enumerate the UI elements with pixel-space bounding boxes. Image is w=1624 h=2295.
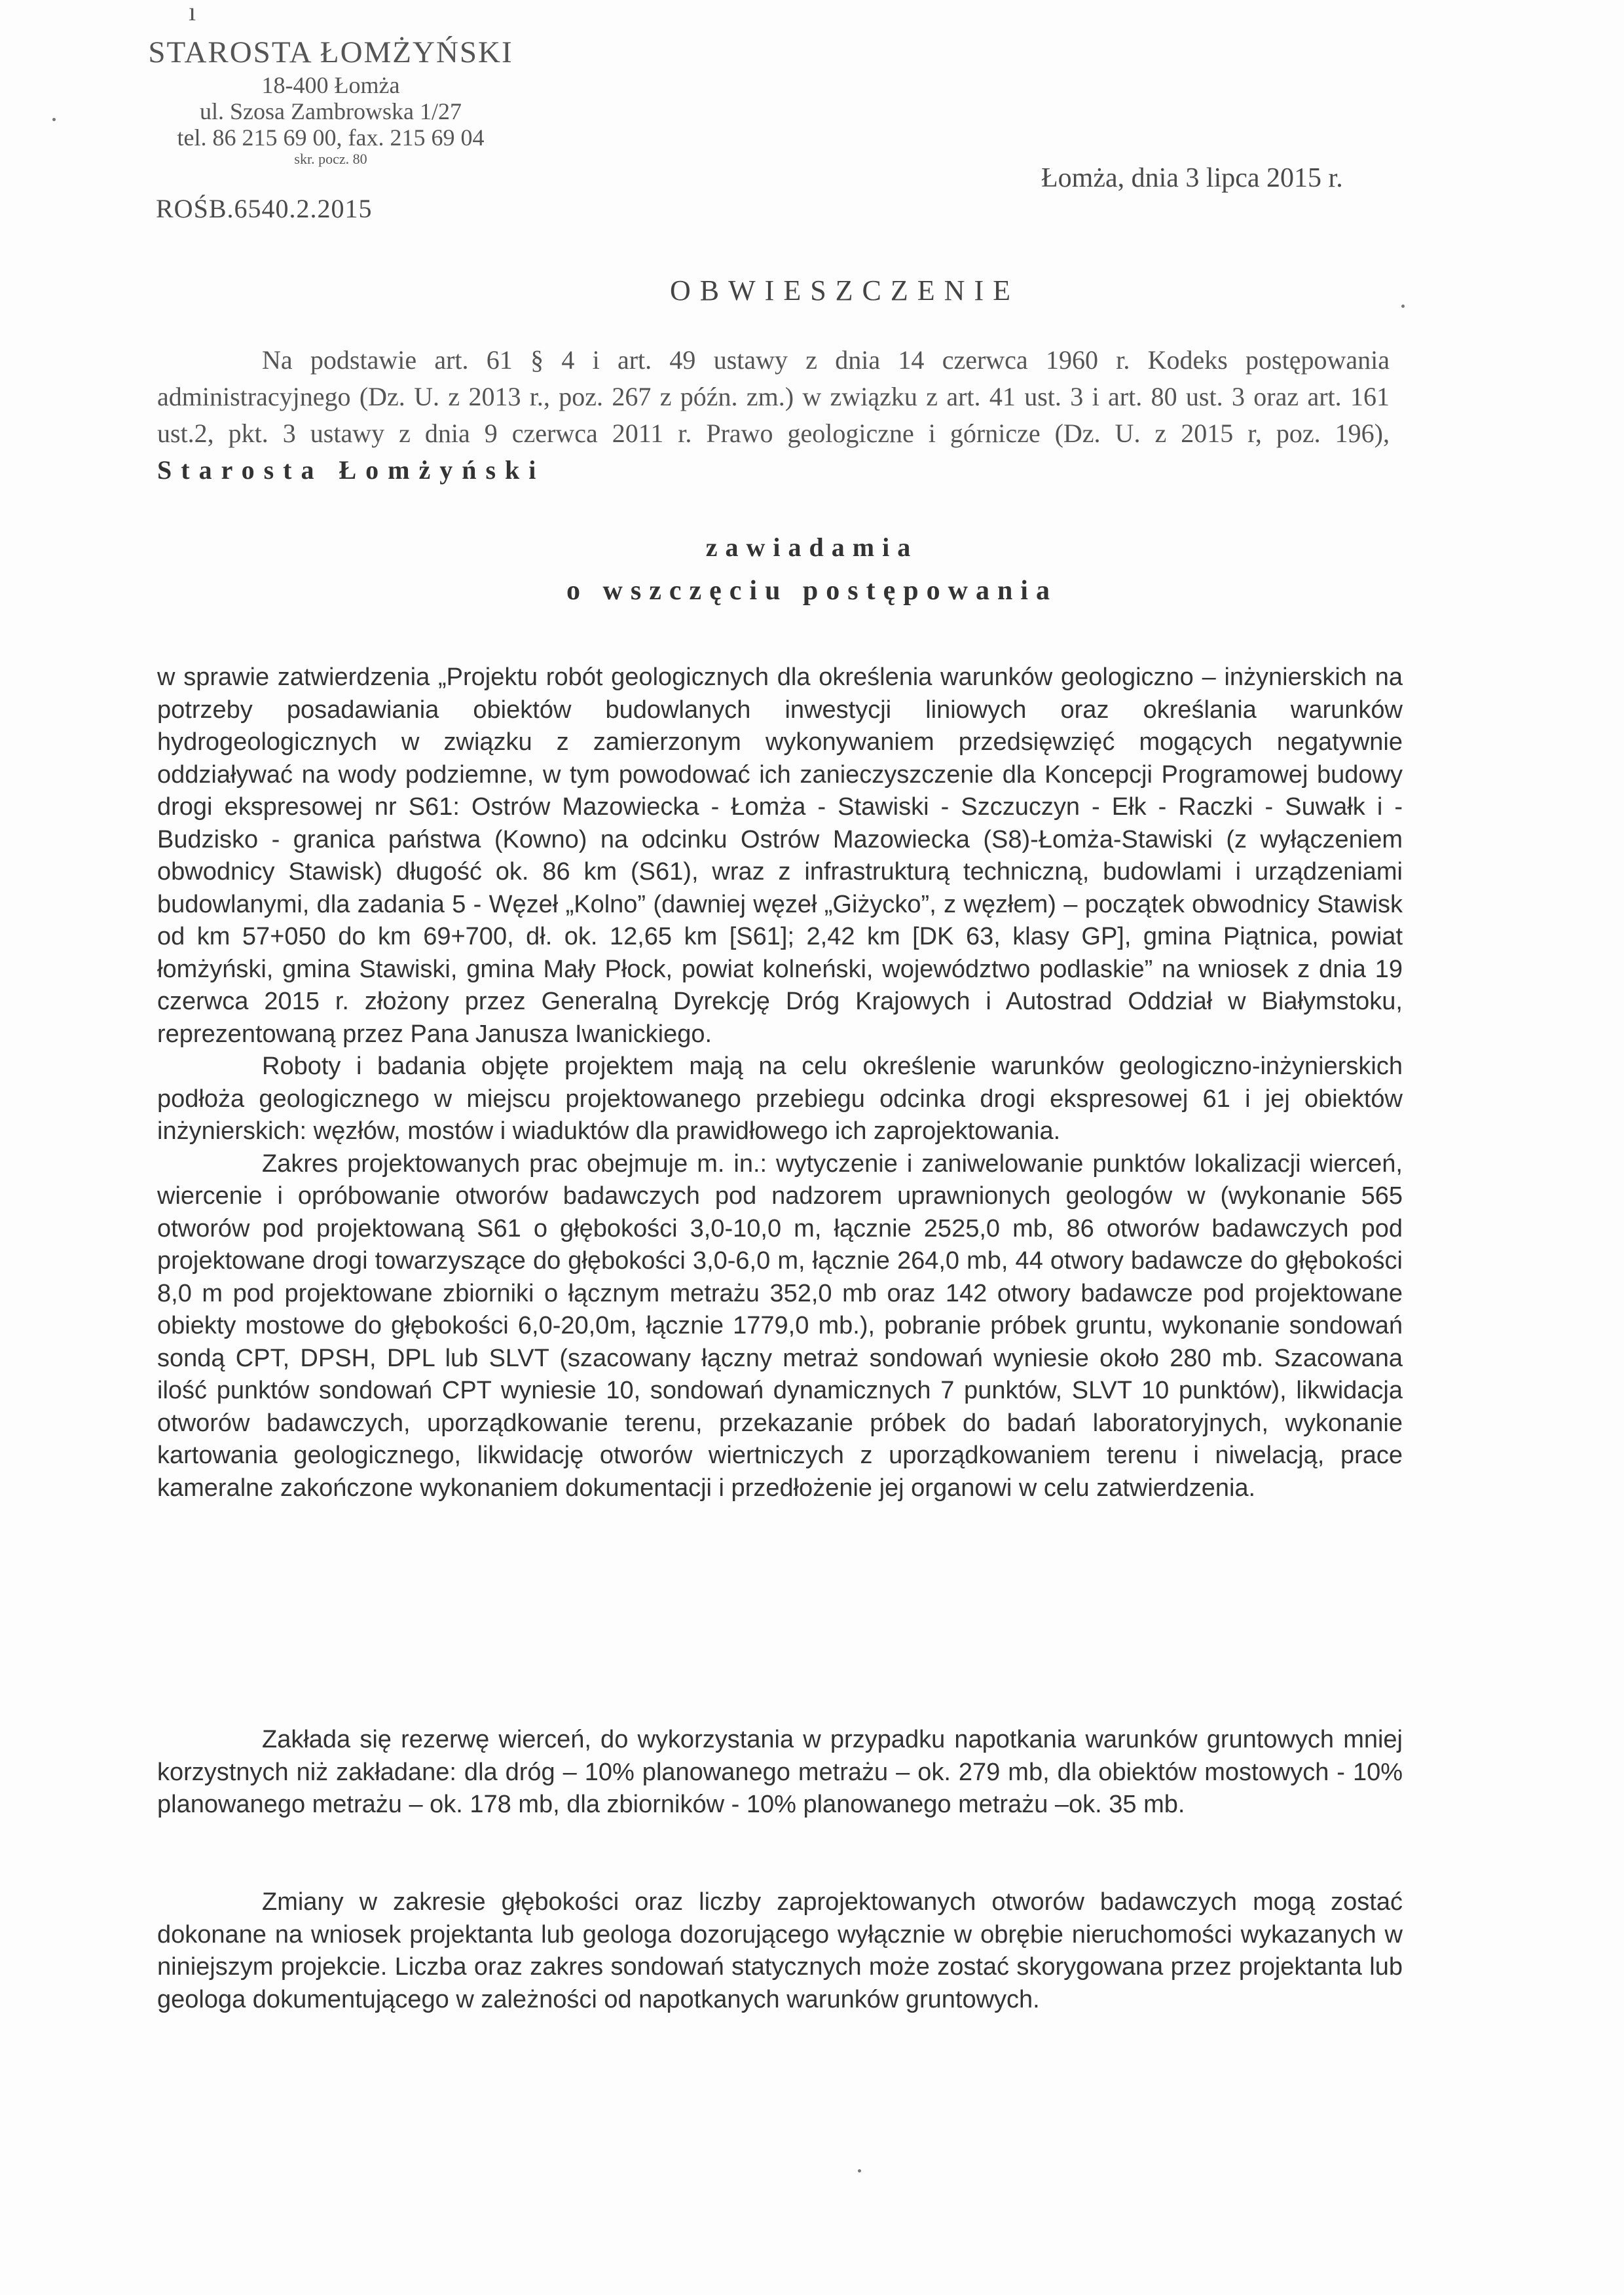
paragraph-scope: Zakres projektowanych prac obejmuje m. in.: wytyczenie i zaniwelowanie punktów lokalizacji wierceń, wiercenie i opróbowanie otworów badawczych pod nadzorem uprawnionych geologów w (wykonanie 565 otworów pod projektowaną S61 o głębokości 3,0-10,0 m, łącznie 2525,0 mb, 86 otworów badawczych pod projektowane drogi towarzyszące do głębokości 3,0-6,0 m, łącznie 264,0 mb, 44 otwory badawcze do głębokości 8,0 m pod projektowane zbiorniki o łącznym metrażu 352,0 mb oraz 142 otwory badawcze pod projektowane obiekty mostowe do głębokości 6,0-20,0m, łącznie 1779,0 mb.), pobranie próbek gruntu, wykonanie sondowań sondą CPT, DPSH, DPL lub SLVT (szacowany łączny metraż sondowań wyniesie około 280 mb. Szacowana ilość punktów sondowań CPT wyniesie 10, sondowań dynamicznych 7 punktów, SLVT 10 punktów), likwidacja otworów badawczych, uporządkowanie terenu, przekazanie próbek do badań laboratoryjnych, wykonanie kartowania geologicznego, likwidację otworów wiertniczych z uporządkowaniem terenu i niwelacją, prace kameralne zakończone wykonaniem dokumentacji i przedłożenie jej organowi w celu zatwierdzenia. bbox=[157, 1149, 1403, 1502]
letterhead-street: ul. Szosa Zambrowska 1/27 bbox=[200, 98, 462, 124]
paragraph-reserve: Zakłada się rezerwę wierceń, do wykorzystania w przypadku napotkania warunków gruntowych mniej korzystnych niż zakładane: dla dróg – 10% planowanego metrażu – ok. 279 mb, dla obiektów mostowych - 10% planowanego metrażu – ok. 178 mb, dla zbiorników - 10% planowanego metrażu –ok. 35 mb. bbox=[157, 1726, 1403, 1818]
body-block-main bbox=[157, 662, 1403, 1504]
intro-paragraph bbox=[157, 342, 1390, 489]
paragraph-purpose: Roboty i badania objęte projektem mają na celu określenie warunków geologiczno-inżynierskich podłoża geologicznego w miejscu projektowanego przebiegu odcinka drogi ekspresowej 61 i jej obiektów inżynierskich: węzłów, mostów i wiaduktów dla prawidłowego ich zaprojektowania. bbox=[157, 1053, 1403, 1145]
letterhead bbox=[147, 33, 514, 168]
scan-speck bbox=[858, 2169, 861, 2173]
notice-verb: zawiadamia bbox=[705, 532, 919, 562]
notice-subject: o wszczęciu postępowania bbox=[566, 576, 1058, 606]
letterhead-phone: tel. 86 215 69 00, fax. 215 69 04 bbox=[177, 124, 485, 151]
paragraph-changes: Zmiany w zakresie głębokości oraz liczby zaprojektowanych otworów badawczych mogą zostać dokonane na wniosek projektanta lub geologa dozorującego wyłącznie w obrębie nieruchomości wykazanych w niniejszym projekcie. Liczba oraz zakres sondowań statycznych może zostać skorygowana przez projektanta lub geologa dokumentującego w zależności od napotkanych warunków gruntowych. bbox=[157, 1888, 1403, 2013]
scan-speck bbox=[52, 118, 56, 121]
intro-text: Na podstawie art. 61 § 4 i art. 49 ustawy z dnia 14 czerwca 1960 r. Kodeks postępowania administracyjnego (Dz. U. z 2013 r., poz. 267 z późn. zm.) w związku z art. 41 ust. 3 i art. 80 ust. 3 oraz art. 161 ust.2, pkt. 3 ustawy z dnia 9 czerwca 2011 r. Prawo geologiczne i górnicze (Dz. U. z 2015 r, poz. 196), bbox=[157, 345, 1390, 448]
letterhead-postal: 18-400 Łomża bbox=[261, 72, 400, 98]
letterhead-pobox: skr. pocz. 80 bbox=[294, 151, 367, 167]
paragraph-changes-block bbox=[157, 1886, 1403, 2016]
scan-artifact-mark: ı bbox=[189, 0, 196, 26]
reference-number: ROŚB.6540.2.2015 bbox=[156, 194, 373, 223]
letterhead-title: STAROSTA ŁOMŻYŃSKI bbox=[148, 35, 513, 69]
document-title: OBWIESZCZENIE bbox=[670, 274, 1020, 307]
date-line: Łomża, dnia 3 lipca 2015 r. bbox=[1041, 163, 1343, 193]
authority-name: Starosta Łomżyński bbox=[157, 455, 545, 485]
paragraph-reserve-block bbox=[157, 1724, 1403, 1821]
paragraph-matter: w sprawie zatwierdzenia „Projektu robót geologicznych dla określenia warunków geologiczno – inżynierskich na potrzeby posadawiania obiektów budowlanych inwestycji liniowych oraz określania warunków hydrogeologicznych w związku z zamierzonym wykonywaniem przedsięwzięć mogących negatywnie oddziaływać na wody podziemne, w tym powodować ich zanieczyszczenie dla Koncepcji Programowej budowy drogi ekspresowej nr S61: Ostrów Mazowiecka - Łomża - Stawiski - Szczuczyn - Ełk - Raczki - Suwałk i - Budzisko - granica państwa (Kowno) na odcinku Ostrów Mazowiecka (S8)-Łomża-Stawiski (z wyłączeniem obwodnicy Stawisk) długość ok. 86 km (S61), wraz z infrastrukturą techniczną, budowlami i urządzeniami budowlanymi, dla zadania 5 - Węzeł „Kolno” (dawniej węzeł „Giżycko”, z węzłem) – początek obwodnicy Stawisk od km 57+050 do km 69+700, dł. ok. 12,65 km [S61]; 2,42 km [DK 63, klasy GP], gmina Piątnica, powiat łomżyński, gmina Stawiski, gmina Mały Płock, powiat kolneński, województwo podlaskie” na wniosek z dnia 19 czerwca 2015 r. złożony przez Generalną Dyrekcję Dróg Krajowych i Autostrad Oddział w Białymstoku, reprezentowaną przez Pana Janusza Iwanickiego. bbox=[157, 663, 1403, 1048]
